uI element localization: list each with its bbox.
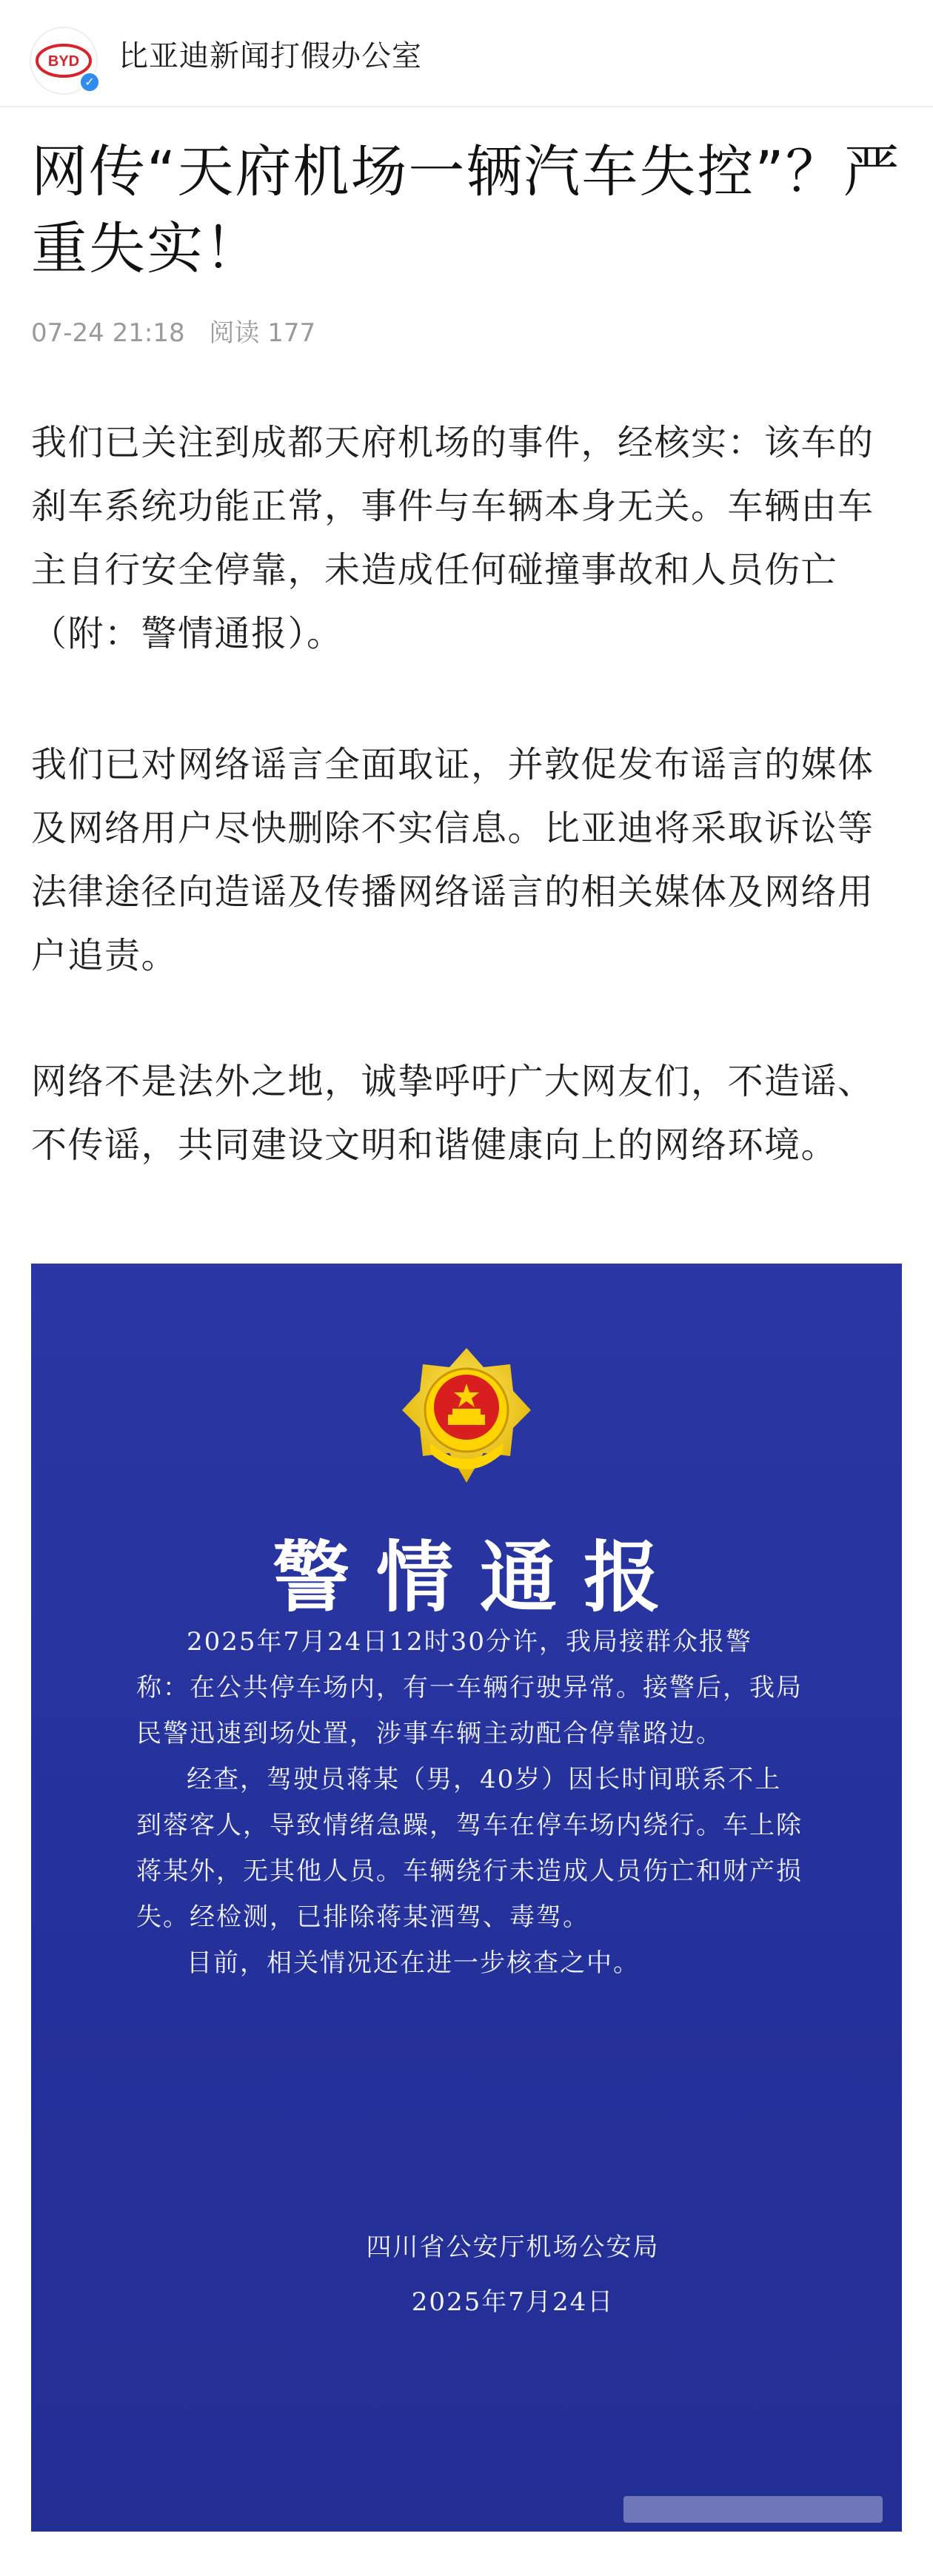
account-header	[0, 0, 933, 107]
account-avatar[interactable]	[30, 27, 102, 99]
article-paragraph-3: 网络不是法外之地，诚挚呼吁广大网友们，不造谣、不传谣，共同建设文明和谐健康向上的网络环境。	[31, 1061, 875, 1166]
logo-text: BYD	[47, 53, 80, 70]
notice-body	[136, 1619, 803, 1986]
notice-paragraph-3: 目前，相关情况还在进一步核查之中。	[187, 1948, 640, 1978]
police-notice-image[interactable]	[31, 1264, 902, 2532]
account-name[interactable]: 比亚迪新闻打假办公室	[118, 39, 422, 73]
watermark	[623, 2496, 883, 2523]
publish-date: 07-24 21:18	[31, 318, 185, 348]
notice-paragraph-1: 2025年7月24日12时30分许，我局接群众报警称：在公共停车场内，有一车辆行驶异常。接警后，我局民警迅速到场处置，涉事车辆主动配合停靠路边。	[136, 1627, 803, 1748]
article-title: 网传“天府机场一辆汽车失控”？严重失实！	[31, 138, 901, 281]
notice-heading: 警情通报	[272, 1532, 687, 1623]
article-paragraph-1: 我们已关注到成都天府机场的事件，经核实：该车的刹车系统功能正常，事件与车辆本身无关。车辆由车主自行安全停靠，未造成任何碰撞事故和人员伤亡（附：警情通报）。	[31, 422, 875, 654]
police-emblem-icon	[401, 1345, 532, 1486]
article-paragraph-2: 我们已对网络谣言全面取证，并敦促发布谣言的媒体及网络用户尽快删除不实信息。比亚迪将采取诉讼等法律途径向造谣及传播网络谣言的相关媒体及网络用户追责。	[31, 744, 875, 976]
view-count: 阅读 177	[209, 318, 316, 348]
notice-issuer: 四川省公安厅机场公安局	[366, 2233, 660, 2262]
verified-badge-icon: ✓	[78, 71, 101, 93]
notice-paragraph-2: 经查，驾驶员蒋某（男，40岁）因长时间联系不上到蓉客人，导致情绪急躁，驾车在停车场内绕行。车上除蒋某外，无其他人员。车辆绕行未造成人员伤亡和财产损失。经检测，已排除蒋某酒驾、毒驾。	[136, 1765, 803, 1932]
article-meta	[31, 312, 332, 349]
notice-date: 2025年7月24日	[411, 2287, 615, 2317]
